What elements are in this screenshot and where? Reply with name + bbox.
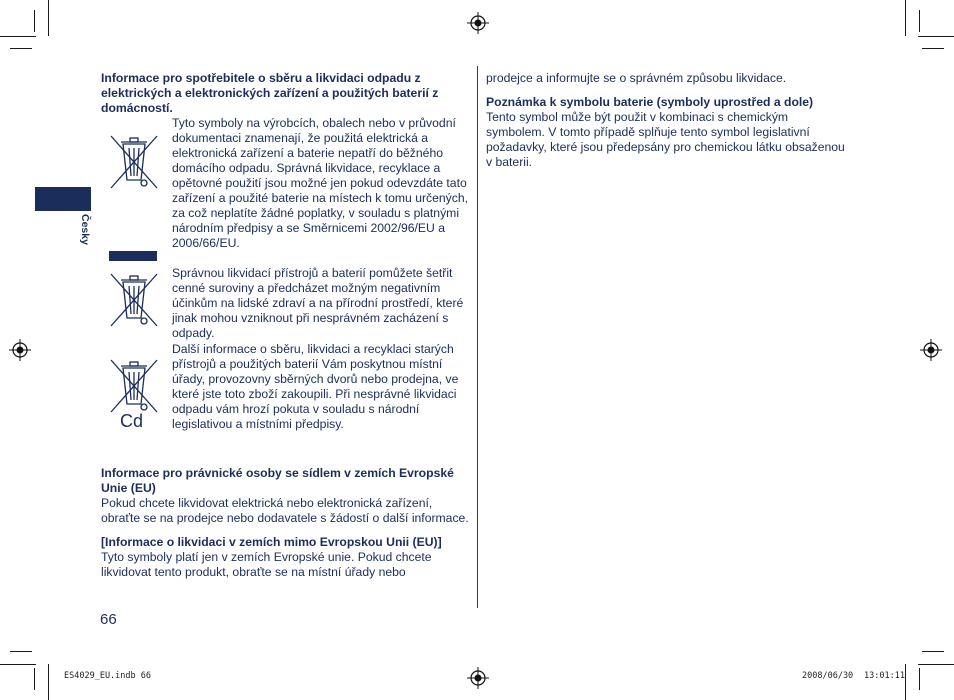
slug-time: 13:01:11 [864,671,905,681]
registration-mark-icon [467,12,489,34]
symbol-row-3 [101,342,469,456]
non-eu-text: Tyto symboly platí jen v zemích Evropské unie. Pokud chcete likvidovat tento produkt, obraťte se na místní úřady nebo [101,550,432,579]
cd-chemical-label: Cd [120,411,144,431]
symbol-row-1 [101,116,469,266]
crossed-bin-icon [103,132,165,192]
symbol-description-1: Tyto symboly na výrobcích, obalech nebo v průvodní dokumentaci znamenají, že použitá elektrická a elektronická zařízení a baterie nepatří do běžného domácího odpadu. Správná likvidace, recyklace a opětovné použití jsou možné jen pokud odevzdáte tato zařízení a použité baterie na místech k tomu určených, za což neplatíte žádné poplatky, v souladu s platnými národním předpisy a se Směrnicemi 2002/96/EU a 2006/66/EU. [172,116,469,250]
battery-note-heading: Poznámka k symbolu baterie (symboly uprostřed a dole) [486,95,814,109]
consumer-info-heading: Informace pro spotřebitele o sběru a likvidaci odpadu z elektrických a elektronických zařízení a použitých baterií z domácností. [101,71,439,115]
registration-mark-icon [920,339,942,361]
slug-file: ES4029_EU.indb 66 [64,671,151,681]
page-number: 66 [100,611,117,628]
language-tab-block [35,187,91,211]
slug-date: 2008/06/30 [802,671,854,681]
crossed-bin-icon [103,270,165,330]
symbol-description-3: Další informace o sběru, likvidaci a recyklaci starých přístrojů a použitých baterií Vám poskytnou místní úřady, provozovny sběrných dvorů nebo prodejna, ve které jste toto zboží zakoupili. Při nesprávné likvidaci odpadu vám hrozí pokuta v souladu s národní legislativou a místními předpisy. [172,342,459,431]
separator-bar [109,251,157,261]
eu-business-text: Pokud chcete likvidovat elektrická nebo elektronická zařízení, obraťte se na prodejce nebo dodavatele s žádostí o další informace. [101,496,469,525]
crossed-bin-cd-icon [103,356,165,416]
continued-text: prodejce a informujte se o správném způsobu likvidace. [486,71,787,85]
language-tab-label: Česky [79,214,91,245]
left-column [101,71,469,580]
battery-note-text: Tento symbol může být použit v kombinaci s chemickým symbolem. V tomto případě splňuje tento symbol legislativní požadavky, které jsou předepsány pro chemickou látku obsaženou v baterii. [486,110,845,169]
registration-mark-icon [9,339,31,361]
eu-business-heading: Informace pro právnické osoby se sídlem v zemích Evropské Unie (EU) [101,466,454,495]
column-separator [477,66,478,608]
registration-mark-icon [467,667,489,689]
symbol-row-2 [101,266,469,342]
non-eu-heading: [Informace o likvidaci v zemích mimo Evropskou Unii (EU)] [101,535,442,549]
right-column [486,71,848,170]
symbol-description-2: Správnou likvidací přístrojů a baterií pomůžete šetřit cenné suroviny a předcházet možným negativním účinkům na lidské zdraví a na přírodní prostředí, které jinak mohou vzniknout při nesprávném zacházení s odpady. [172,266,464,340]
